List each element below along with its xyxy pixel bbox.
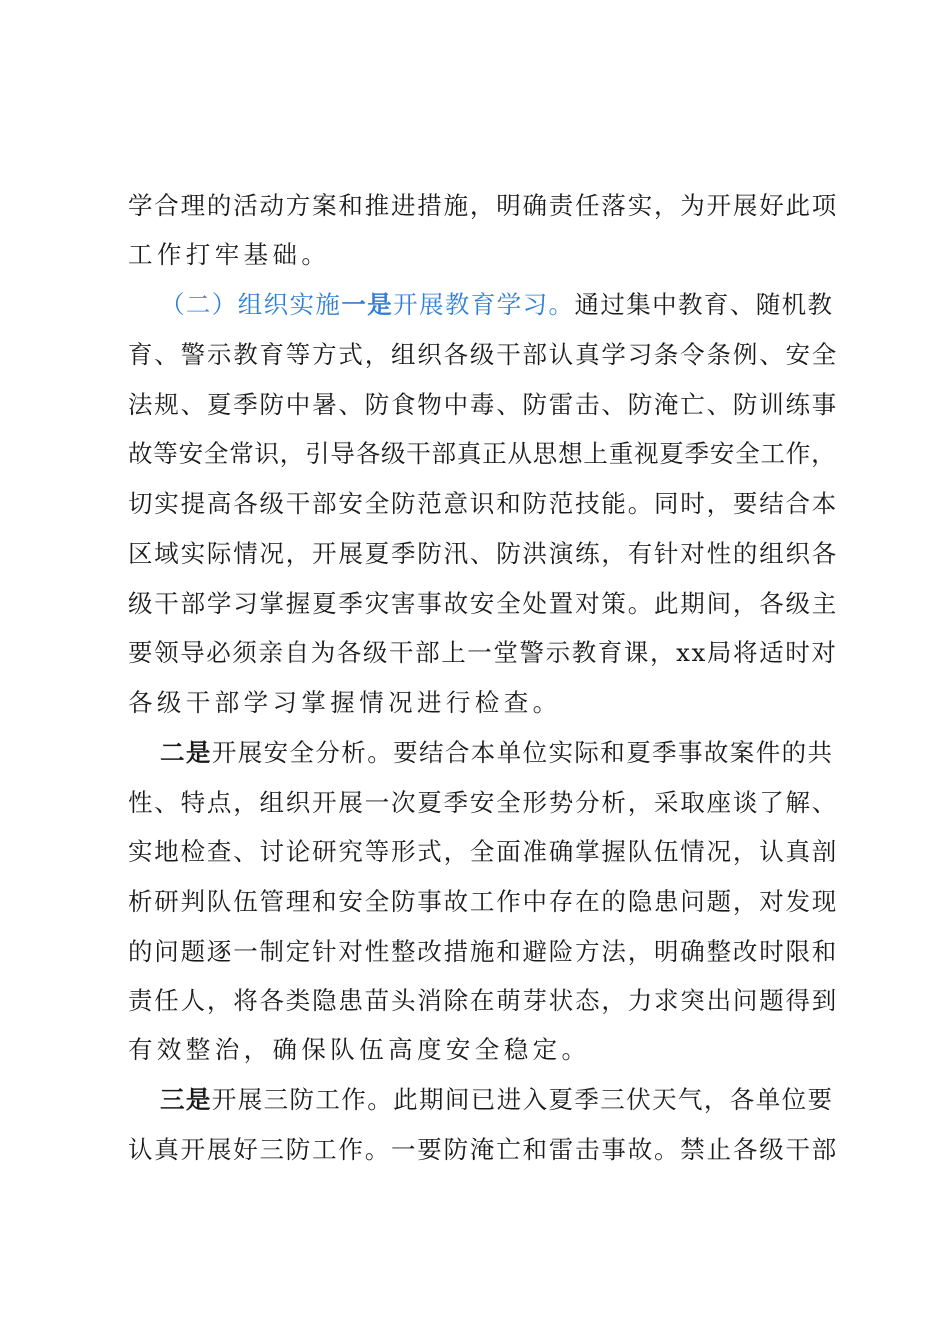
paragraph-1-line-6: 区域实际情况，开展夏季防汛、防洪演练，有针对性的组织各 (128, 539, 839, 568)
paragraph-2-line-7: 有效整治，确保队伍高度安全稳定。 (128, 1035, 591, 1064)
line-text: 开展安全分析。要结合本单位实际和夏季事故案件的共 (211, 738, 834, 767)
paragraph-2-line-4: 析研判队伍管理和安全防事故工作中存在的隐患问题，对发现 (128, 887, 839, 916)
paragraph-1-line-5: 切实提高各级干部安全防范意识和防范技能。同时，要结合本 (128, 489, 839, 518)
section-heading: （二）组织实施 (160, 290, 342, 319)
paragraph-2-line-6: 责任人，将各类隐患苗头消除在萌芽状态，力求突出问题得到 (128, 986, 839, 1015)
paragraph-1-line-2: 育、警示教育等方式，组织各级干部认真学习条令条例、安全 (128, 340, 839, 369)
paragraph-1-line-3: 法规、夏季防中暑、防食物中毒、防雷击、防淹亡、防训练事 (128, 390, 839, 419)
paragraph-1-line-9: 各级干部学习掌握情况进行检查。 (128, 688, 562, 717)
line-text: 通过集中教育、随机教 (574, 290, 834, 319)
paragraph-1-line-7: 级干部学习掌握夏季灾害事故安全处置对策。此期间，各级主 (128, 589, 839, 618)
lead-marker: 二是 (160, 738, 212, 767)
paragraph-2-line-1 (160, 729, 838, 777)
lead-marker: 三是 (160, 1085, 212, 1114)
topic-title: 开展教育学习。 (393, 290, 575, 319)
paragraph-2-line-5: 的问题逐一制定针对性整改措施和避险方法，明确整改时限和 (128, 937, 839, 966)
paragraph-0-line-1: 学合理的活动方案和推进措施，明确责任落实，为开展好此项 (128, 191, 839, 220)
paragraph-3-line-2: 认真开展好三防工作。一要防淹亡和雷击事故。禁止各级干部 (128, 1135, 839, 1164)
paragraph-0-line-2: 工作打牢基础。 (128, 240, 331, 269)
paragraph-2-line-2: 性、特点，组织开展一次夏季安全形势分析，采取座谈了解、 (128, 788, 839, 817)
paragraph-1-line-4: 故等安全常识，引导各级干部真正从思想上重视夏季安全工作， (128, 439, 837, 468)
paragraph-2-line-3: 实地检查、讨论研究等形式，全面准确掌握队伍情况，认真剖 (128, 837, 839, 866)
lead-marker: 一是 (341, 290, 394, 319)
line-text: 开展三防工作。此期间已进入夏季三伏天气，各单位要 (211, 1085, 834, 1114)
paragraph-1-line-1 (160, 281, 838, 329)
paragraph-3-line-1 (160, 1076, 838, 1124)
paragraph-1-line-8: 要领导必须亲自为各级干部上一堂警示教育课，xx局将适时对 (128, 638, 838, 667)
